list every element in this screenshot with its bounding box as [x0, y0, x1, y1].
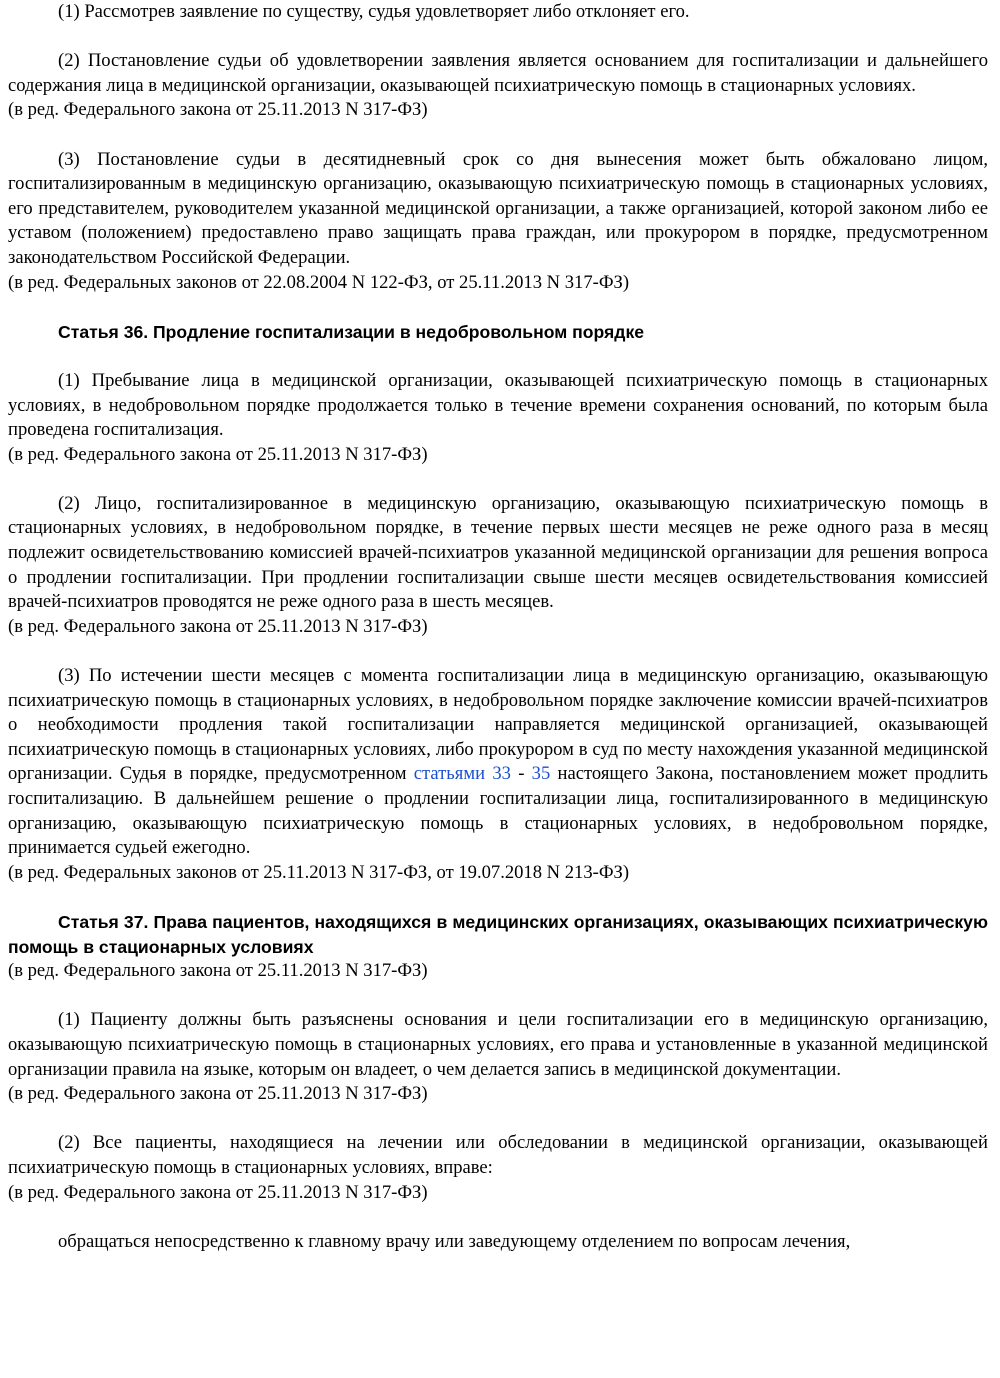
art37-paragraph-2: (2) Все пациенты, находящиеся на лечении или обследовании в медицинской организации, оказывающей психиатрическую помощь в стационарных условиях, вправе: [8, 1132, 988, 1178]
art36-paragraph-2-revision: (в ред. Федерального закона от 25.11.2013 N 317-ФЗ) [8, 615, 428, 637]
art36-paragraph-3-revision: (в ред. Федеральных законов от 25.11.2013 N 317-ФЗ, от 19.07.2018 N 213-ФЗ) [8, 861, 630, 883]
article-37-title-revision: (в ред. Федерального закона от 25.11.2013 N 317-ФЗ) [8, 960, 428, 982]
art35-paragraph-1: (1) Рассмотрев заявление по существу, судья удовлетворяет либо отклоняет его. [58, 1, 690, 22]
document-page [8, 0, 988, 1254]
art36-paragraph-3-text-b: настоящего Закона, постановлением может продлить госпитализацию. В дальнейшем решение о продлении госпитализации лица, госпитализированного в медицинскую организацию, оказывающую психиатрическую помощь в стационарных условиях, в недобровольном порядке, принимается судьей ежегодно. [8, 763, 988, 859]
art35-paragraph-2: (2) Постановление судьи об удовлетворении заявления является основанием для госпитализации и дальнейшего содержания лица в медицинской организации, оказывающей психиатрическую помощь в стационарных условиях. [8, 50, 988, 96]
art35-paragraph-3-revision: (в ред. Федеральных законов от 22.08.2004 N 122-ФЗ, от 25.11.2013 N 317-ФЗ) [8, 271, 630, 293]
art37-paragraph-2-revision: (в ред. Федерального закона от 25.11.2013 N 317-ФЗ) [8, 1181, 428, 1203]
art35-paragraph-2-revision: (в ред. Федерального закона от 25.11.2013 N 317-ФЗ) [8, 99, 428, 121]
art36-paragraph-2: (2) Лицо, госпитализированное в медицинскую организацию, оказывающую психиатрическую помощь в стационарных условиях, в недобровольном порядке, в течение первых шести месяцев не реже одного раза в месяц подлежит освидетельствованию комиссией врачей-психиатров указанной медицинской организации для решения вопроса о продлении госпитализации. При продлении госпитализации свыше шести месяцев освидетельствования комиссией врачей-психиатров проводятся не реже одного раза в шесть месяцев. [8, 492, 988, 613]
art36-paragraph-1: (1) Пребывание лица в медицинской организации, оказывающей психиатрическую помощь в стационарных условиях, в недобровольном порядке продолжается только в течение времени сохранения оснований, по которым была проведена госпитализация. [8, 369, 988, 441]
art35-paragraph-3: (3) Постановление судьи в десятидневный срок со дня вынесения может быть обжаловано лицом, госпитализированным в медицинскую организацию, оказывающую психиатрическую помощь в стационарных условиях, его представителем, руководителем указанной медицинской организации, а также организацией, которой законом либо ее уставом (положением) предоставлено право защищать права граждан, или прокурором в порядке, предусмотренном законодательством Российской Федерации. [8, 148, 988, 268]
link-article-35[interactable]: 35 [531, 763, 551, 785]
art36-paragraph-3 [8, 664, 988, 861]
art36-paragraph-3-dash: - [510, 763, 532, 785]
art37-paragraph-1: (1) Пациенту должны быть разъяснены основания и цели госпитализации его в медицинскую организацию, оказывающую психиатрическую помощь в стационарных условиях, его права и установленные в указанной медицинской организации правила на языке, которым он владеет, о чем делается запись в медицинской документации. [8, 1009, 988, 1080]
art37-paragraph-2-item: обращаться непосредственно к главному врачу или заведующему отделением по вопросам лечения, [58, 1230, 851, 1252]
art36-paragraph-3-text-a: (3) По истечении шести месяцев с момента госпитализации лица в медицинскую организацию, оказывающую психиатрическую помощь в стационарных условиях, в недобровольном порядке заключение комиссии врачей-психиатров о необходимости продления такой госпитализации направляется медицинской организацией, оказывающей психиатрическую помощь в стационарных условиях, либо прокурором в суд по месту нахождения указанной медицинской организации. Судья в порядке, предусмотренном [8, 665, 988, 785]
article-37-title: Статья 37. Права пациентов, находящихся в медицинских организациях, оказывающих психиатрическую помощь в стационарных условиях [8, 911, 988, 957]
article-36-title: Статья 36. Продление госпитализации в недобровольном порядке [58, 321, 645, 342]
link-article-33[interactable]: статьями 33 [413, 763, 511, 785]
art37-paragraph-1-revision: (в ред. Федерального закона от 25.11.2013 N 317-ФЗ) [8, 1083, 428, 1105]
art36-paragraph-1-revision: (в ред. Федерального закона от 25.11.2013 N 317-ФЗ) [8, 443, 428, 465]
